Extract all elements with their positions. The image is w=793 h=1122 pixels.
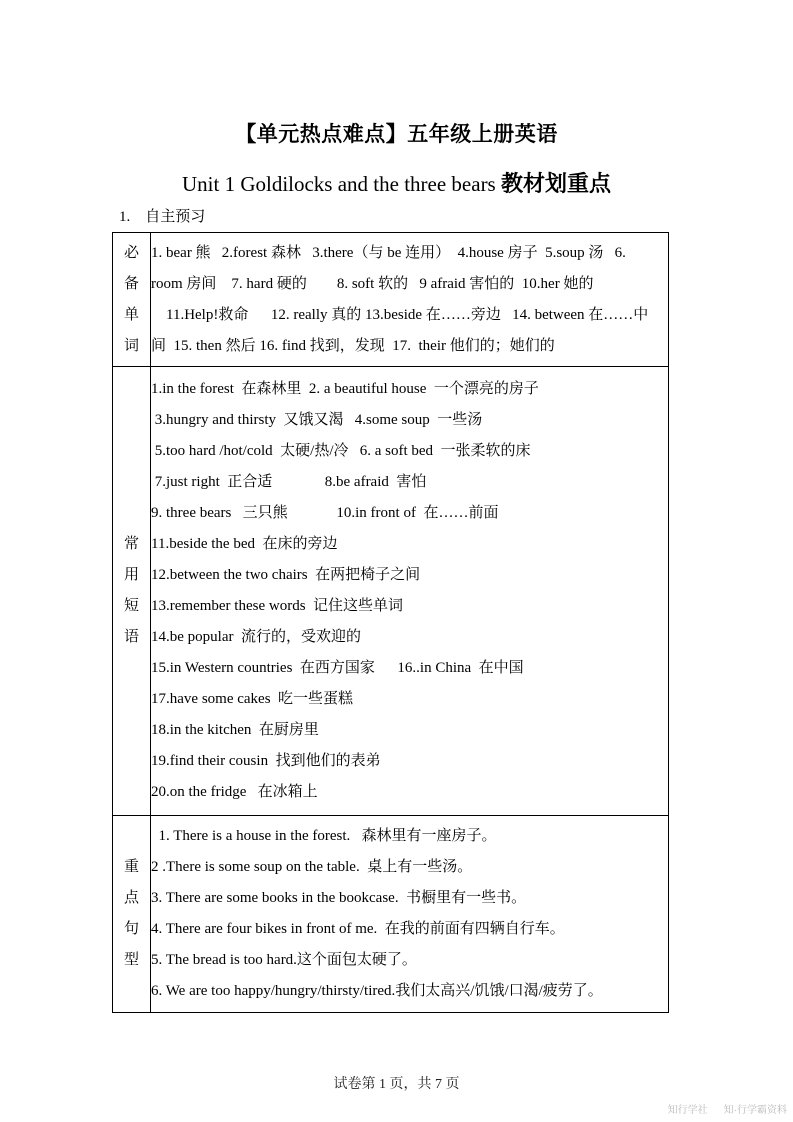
row-header [113,367,151,816]
study-table [112,232,669,1013]
content-line: 1.in the forest 在森林里 2. a beautiful house 一个漂亮的房子 [151,381,539,397]
header-char: 语 [123,629,139,645]
document-title: 【单元热点难点】五年级上册英语 [235,122,558,146]
row-content [151,367,669,816]
page-footer: 试卷第 1 页，共 7 页 [333,1077,460,1092]
row-content [151,816,669,1013]
row-header [113,233,151,367]
section-label: 自主预习 [145,209,206,225]
content-line: 1. bear 熊 2.forest 森林 3.there（与 be 连用） 4.house 房子 5.soup 汤 6. [151,244,626,261]
content-line: 20.on the fridge 在冰箱上 [151,784,318,800]
row-header-vertical-label [113,852,150,976]
row-header-vertical-label [113,529,150,653]
header-char: 必 [123,244,139,261]
content-line: 11.Help!救命 12. really 真的 13.beside 在……旁边 14. between 在……中 [151,306,649,323]
header-char: 备 [123,275,139,292]
header-char: 常 [123,536,139,552]
content-line: 9. three bears 三只熊 10.in front of 在……前面 [151,505,499,521]
header-char: 词 [123,337,139,354]
content-line: 12.between the two chairs 在两把椅子之间 [151,567,421,583]
content-line: 4. There are four bikes in front of me. 在我的前面有四辆自行车。 [151,921,565,937]
content-line: 7.just right 正合适 8.be afraid 害怕 [151,474,427,490]
watermark-right: 知·行学霸资料 [723,1105,787,1116]
header-char: 重 [123,859,139,875]
watermark-left: 知行学社 [667,1105,708,1116]
content-line: 14.be popular 流行的，受欢迎的 [151,629,361,645]
content-line: 5. The bread is too hard.这个面包太硬了。 [151,952,417,968]
content-line: 13.remember these words 记住这些单词 [151,598,404,614]
table-row [113,816,669,1013]
content-line: room 房间 7. hard 硬的 8. soft 软的 9 afraid 害怕的 10.her 她的 [151,275,594,292]
table-row [113,367,669,816]
subtitle-english: Unit 1 Goldilocks and the three bears [181,172,501,196]
header-char: 句 [123,921,139,937]
content-line: 3.hungry and thirsty 又饿又渴 4.some soup 一些汤 [151,412,483,428]
document-subtitle [0,167,793,198]
content-line: 2 .There is some soup on the table. 桌上有一些汤。 [151,859,473,875]
content-line: 11.beside the bed 在床的旁边 [151,536,338,552]
header-char: 点 [123,890,139,906]
content-line: 5.too hard /hot/cold 太硬/热/冷 6. a soft bed 一张柔软的床 [151,443,531,459]
content-line: 间 15. then 然后 16. find 找到，发现 17. their 他们的；她们的 [151,337,555,354]
section-number: 1. [119,209,131,225]
content-line: 17.have some cakes 吃一些蛋糕 [151,691,354,707]
content-line: 3. There are some books in the bookcase. 书橱里有一些书。 [151,890,527,906]
row-header [113,816,151,1013]
content-line: 19.find their cousin 找到他们的表弟 [151,753,381,769]
table-row [113,233,669,367]
content-line: 15.in Western countries 在西方国家 16..in China 在中国 [151,660,524,676]
header-char: 用 [123,567,139,583]
study-table-body [113,233,669,1013]
subtitle-chinese: 教材划重点 [500,171,611,196]
section-heading [119,205,205,226]
header-char: 单 [123,306,139,323]
header-char: 短 [123,598,139,614]
watermark [668,1101,787,1116]
row-content [151,233,669,367]
header-char: 型 [123,952,139,968]
content-line: 1. There is a house in the forest. 森林里有一座房子。 [151,828,497,844]
content-line: 18.in the kitchen 在厨房里 [151,722,319,738]
content-line: 6. We are too happy/hungry/thirsty/tired.我们太高兴/饥饿/口渴/疲劳了。 [151,983,603,999]
row-header-vertical-label [113,238,150,362]
